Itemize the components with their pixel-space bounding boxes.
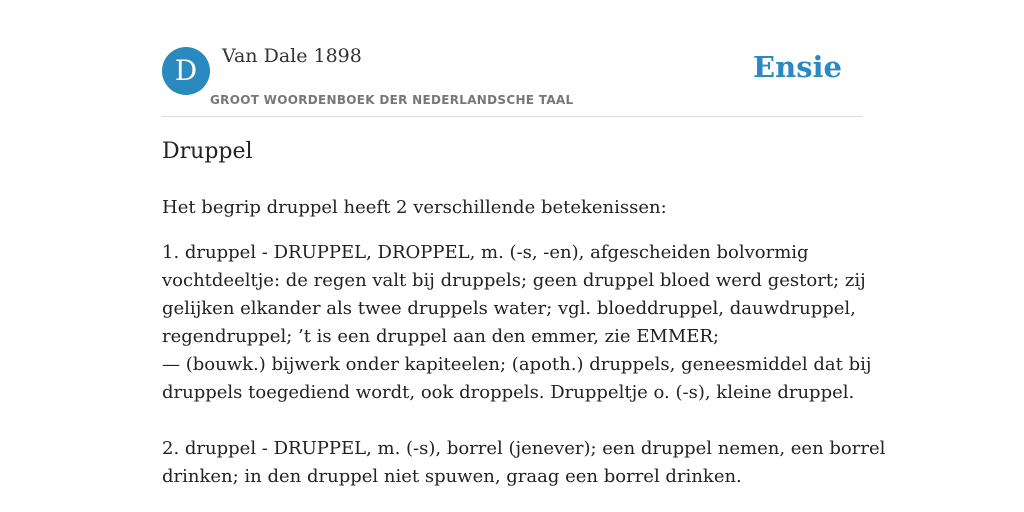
definition-line: 1. druppel - DRUPPEL, DROPPEL, m. (-s, -en), afgescheiden bolvormig	[162, 242, 809, 263]
definition-line: drinken; in den druppel niet spuwen, graag een borrel drinken.	[162, 466, 742, 487]
source-logo[interactable]: D	[162, 47, 210, 95]
definition-line: vochtdeeltje: de regen valt bij druppels; geen druppel bloed werd gestort; zij	[162, 270, 866, 291]
source-subtitle: GROOT WOORDENBOEK DER NEDERLANDSCHE TAAL	[210, 93, 574, 107]
entry-title: Druppel	[162, 139, 253, 164]
definition-2	[162, 435, 886, 491]
definition-line: 2. druppel - DRUPPEL, m. (-s), borrel (jenever); een druppel nemen, een borrel	[162, 438, 886, 459]
entry-intro: Het begrip druppel heeft 2 verschillende betekenissen:	[162, 197, 667, 218]
definition-line: druppels toegediend wordt, ook droppels. Druppeltje o. (-s), kleine druppel.	[162, 382, 855, 403]
page-header	[162, 40, 862, 117]
definition-line: gelijken elkander als twee druppels water; vgl. bloeddruppel, dauwdruppel,	[162, 298, 856, 319]
source-title[interactable]: Van Dale 1898	[222, 45, 362, 67]
brand-logo[interactable]: Ensie	[753, 50, 842, 84]
definition-1	[162, 239, 872, 407]
definition-line: regendruppel; ’t is een druppel aan den emmer, zie EMMER;	[162, 326, 720, 347]
definition-line: — (bouwk.) bijwerk onder kapiteelen; (apoth.) druppels, geneesmiddel dat bij	[162, 354, 872, 375]
